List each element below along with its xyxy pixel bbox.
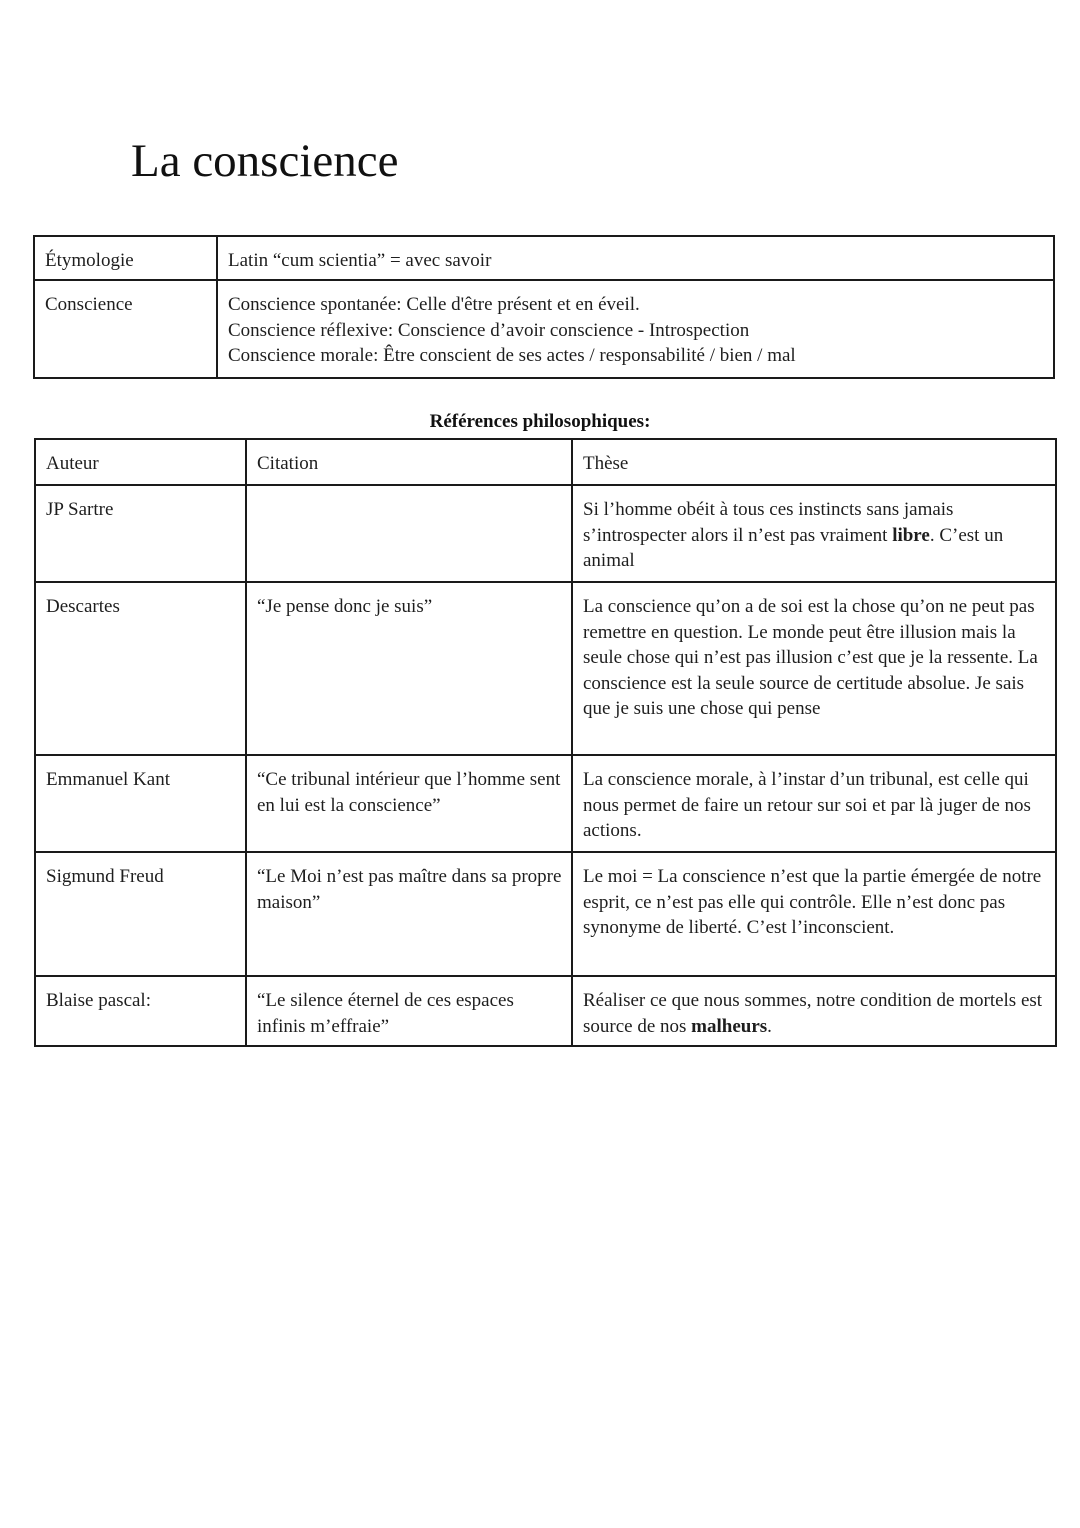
table-row [35, 976, 1056, 1046]
thesis-text: Le moi = La conscience n’est que la partie émergée de notre esprit, ce n’est pas elle qui contrôle. Elle n’est donc pas synonyme de liberté. C’est l’inconscient. [583, 866, 1042, 938]
table-row [35, 852, 1056, 976]
table-row [35, 485, 1056, 582]
definition-line: Conscience morale: Être conscient de ses actes / responsabilité / bien / mal [228, 345, 796, 366]
quote-cell [246, 485, 572, 582]
definition-line: Latin “cum scientia” = avec savoir [228, 250, 492, 271]
table-row [35, 755, 1056, 852]
definition-text [217, 280, 1054, 378]
quote-cell: “Je pense donc je suis” [246, 582, 572, 755]
definition-term: Étymologie [34, 236, 217, 280]
author-cell: Emmanuel Kant [35, 755, 246, 852]
references-table [34, 438, 1057, 1047]
thesis-cell [572, 852, 1056, 976]
thesis-cell [572, 976, 1056, 1046]
definition-row-conscience [34, 280, 1054, 378]
definition-text [217, 236, 1054, 280]
table-row [35, 582, 1056, 755]
thesis-text: Si l’homme obéit à tous ces instincts sans jamais s’introspecter alors il n’est pas vraiment [583, 499, 954, 546]
thesis-text: La conscience morale, à l’instar d’un tribunal, est celle qui nous permet de faire un retour sur soi et par là juger de nos actions. [583, 769, 1031, 841]
quote-cell: “Le Moi n’est pas maître dans sa propre maison” [246, 852, 572, 976]
column-header-thesis: Thèse [572, 439, 1056, 485]
thesis-text-end: . C’est un animal [583, 524, 1004, 571]
table-header-row [35, 439, 1056, 485]
definitions-table [33, 235, 1055, 379]
quote-cell: “Ce tribunal intérieur que l’homme sent en lui est la conscience” [246, 755, 572, 852]
thesis-text-end: . [767, 1015, 772, 1037]
page-title: La conscience [131, 135, 399, 187]
references-heading: Références philosophiques: [429, 411, 651, 432]
author-cell: Descartes [35, 582, 246, 755]
thesis-text: La conscience qu’on a de soi est la chose qu’on ne peut pas remettre en question. Le monde peut être illusion mais la seule chose qui n’est pas illusion c’est que je la ressente. La conscience est la seule source de certitude absolue. Je sais que je suis une chose qui pense [583, 596, 1038, 719]
thesis-cell [572, 582, 1056, 755]
thesis-text: Réaliser ce que nous sommes, notre condition de mortels est source de nos [583, 990, 1043, 1037]
thesis-cell [572, 485, 1056, 582]
definition-row-etymology [34, 236, 1054, 280]
thesis-cell [572, 755, 1056, 852]
definition-line: Conscience spontanée: Celle d'être présent et en éveil. [228, 294, 640, 315]
thesis-emphasis: libre [892, 524, 930, 546]
definition-term: Conscience [34, 280, 217, 378]
column-header-quote: Citation [246, 439, 572, 485]
author-cell: Blaise pascal: [35, 976, 246, 1046]
author-cell: JP Sartre [35, 485, 246, 582]
column-header-author: Auteur [35, 439, 246, 485]
definition-line: Conscience réflexive: Conscience d’avoir conscience - Introspection [228, 319, 750, 341]
author-cell: Sigmund Freud [35, 852, 246, 976]
quote-cell: “Le silence éternel de ces espaces infinis m’effraie” [246, 976, 572, 1046]
thesis-emphasis: malheurs [691, 1015, 768, 1037]
